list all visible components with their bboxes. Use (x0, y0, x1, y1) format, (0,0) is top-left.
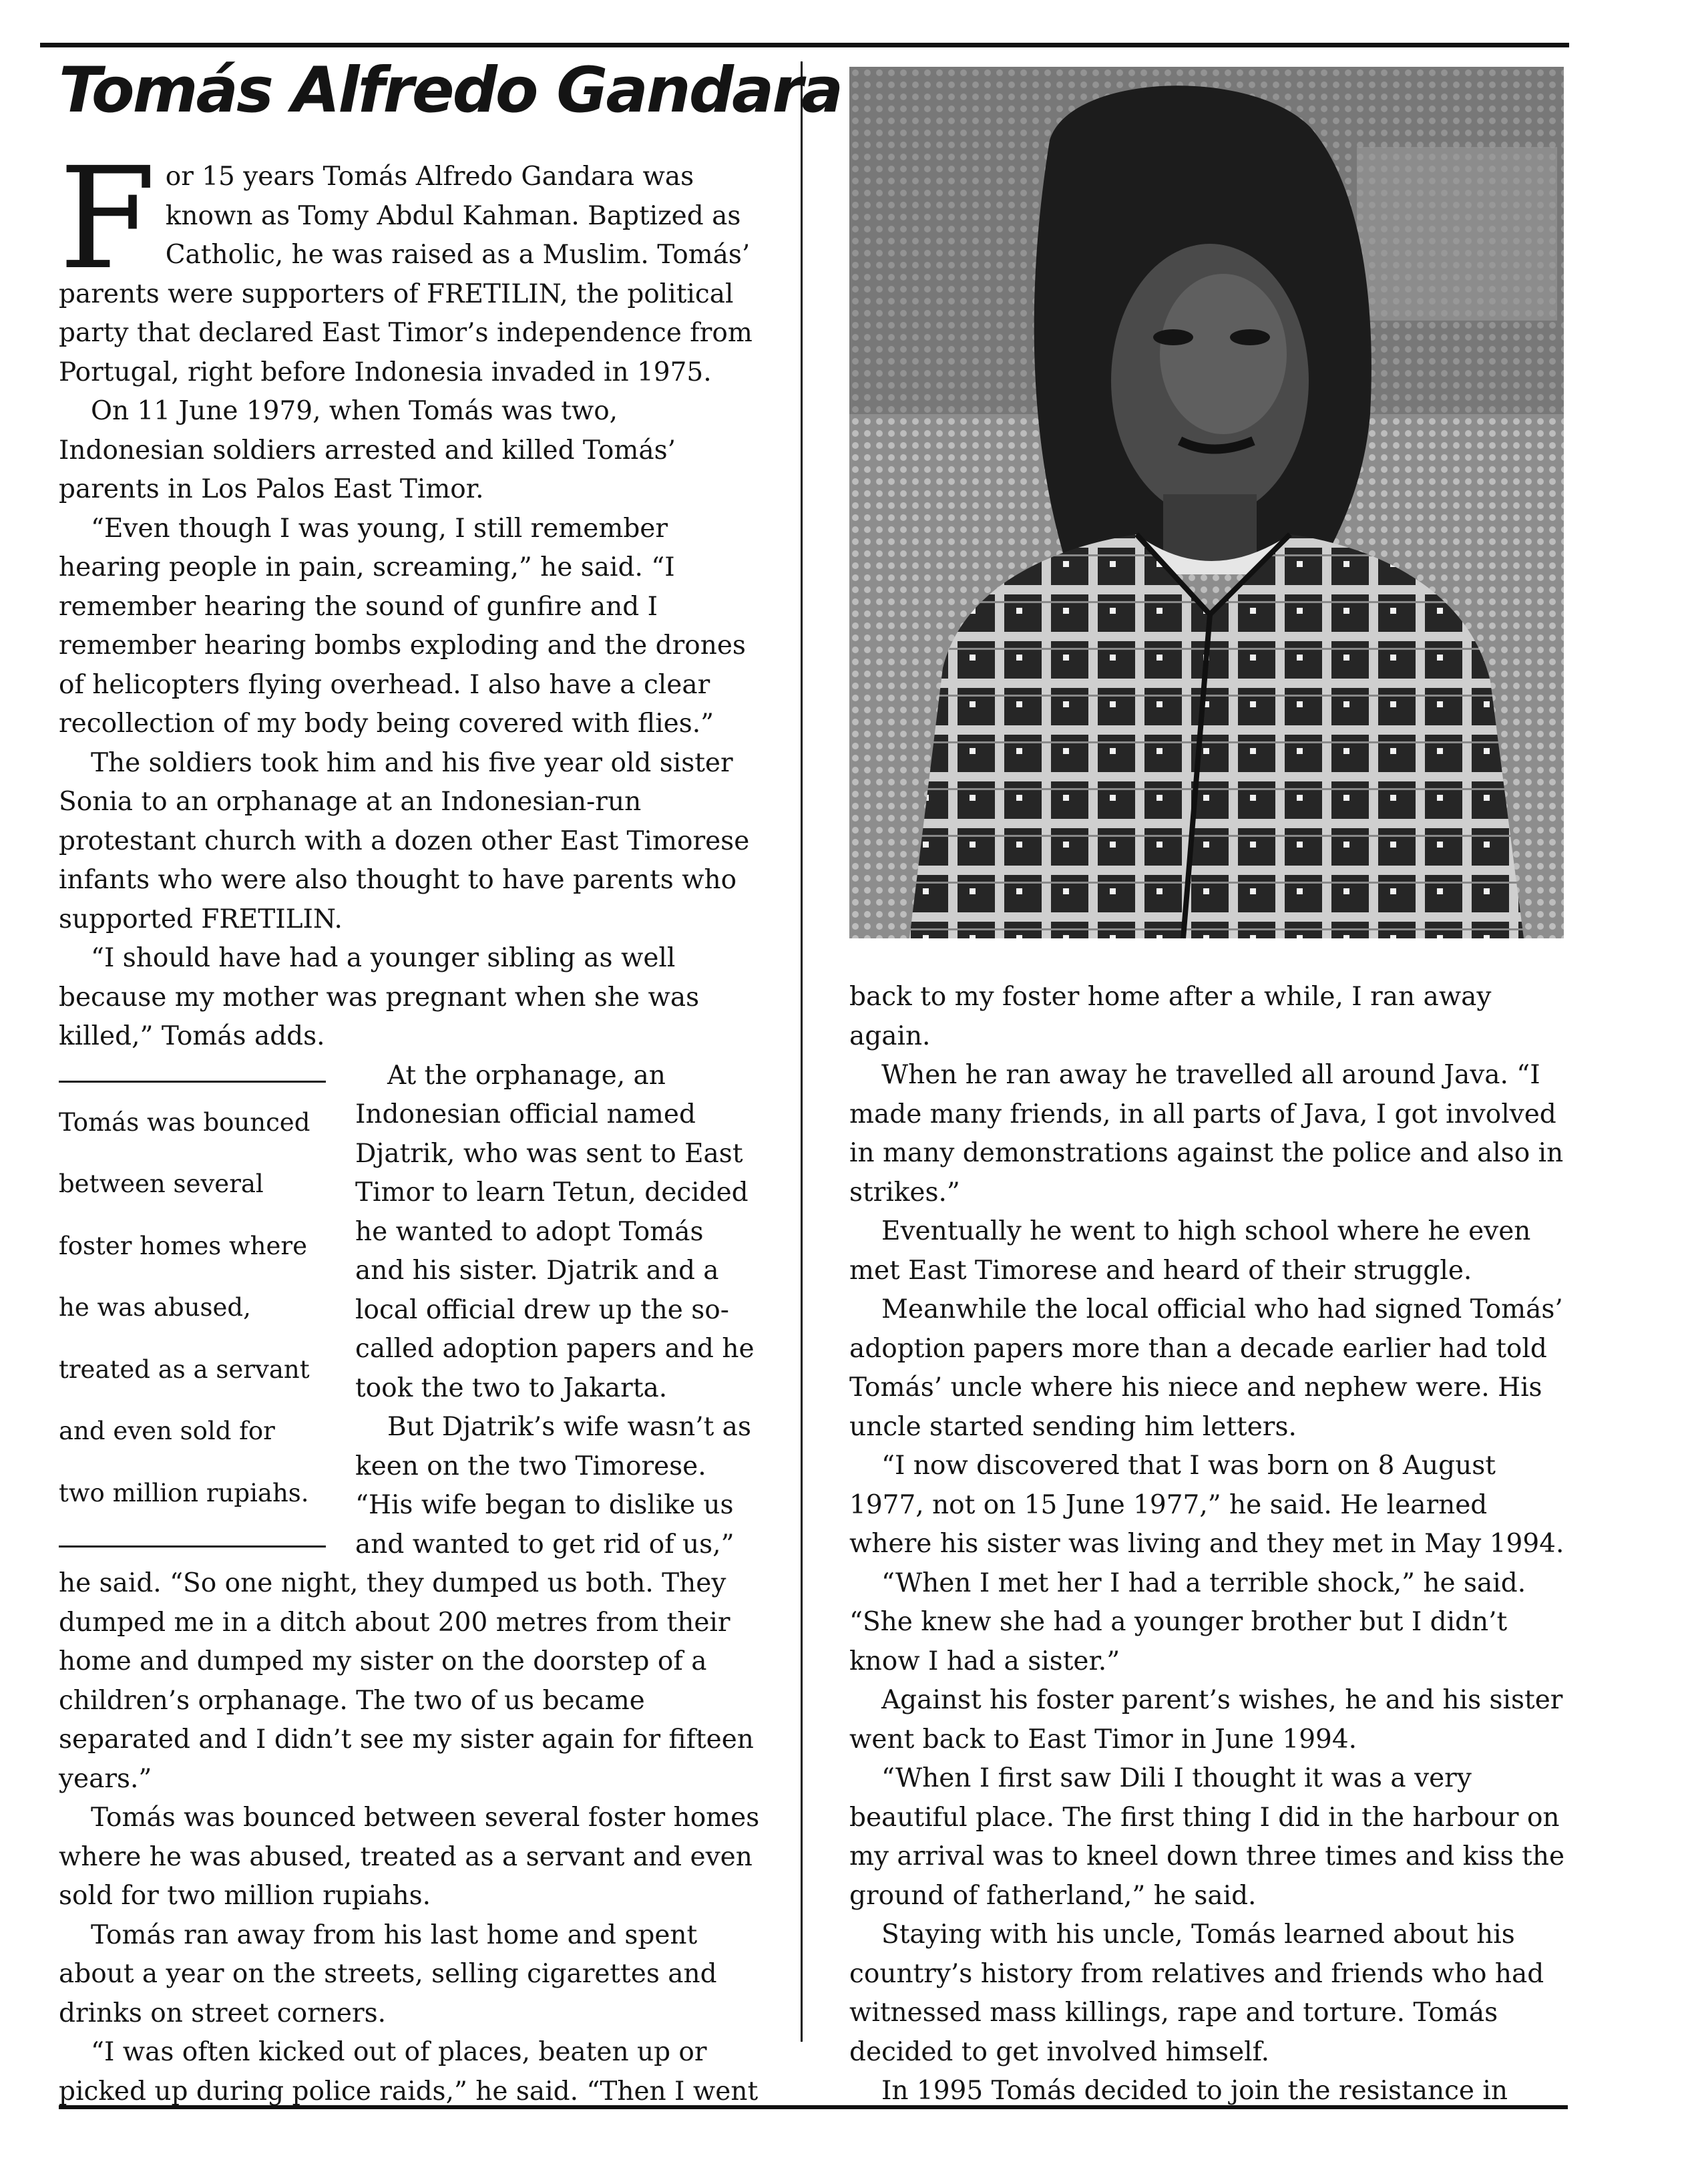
body-paragraph: On 11 June 1979, when Tomás was two, Indonesian soldiers arrested and killed Tomás’ parents in Los Palos East Timor. (59, 396, 676, 504)
intro-text: or 15 years Tomás Alfredo Gandara was known as Tomy Abdul Kahman. Baptized as Catholic, he was raised as a Muslim. Tomás’ parents were supporters of FRETILIN, the political party that declared East Timor’s independence from Portugal, right before Indonesia invaded in 1975. (59, 162, 753, 387)
body-paragraph: “I should have had a younger sibling as well because my mother was pregnant when she was killed,” Tomás adds. (59, 943, 700, 1051)
article-title: Tomás Alfredo Gandara (59, 54, 842, 127)
body-paragraph: “I now discovered that I was born on 8 August 1977, not on 15 June 1977,” he said. He learned where his sister was living and they met in May 1994. (849, 1451, 1564, 1559)
intro-paragraph (59, 137, 760, 392)
left-column (59, 137, 760, 2107)
body-paragraph: Eventually he went to high school where he even met East Timorese and heard of their struggle. (849, 1216, 1531, 1286)
drop-cap: F (59, 137, 156, 301)
body-paragraph: back to my foster home after a while, I ran away again. (849, 982, 1492, 1051)
body-paragraph: Meanwhile the local official who had signed Tomás’ adoption papers more than a decade earlier had told Tomás’ uncle where his niece and nephew were. His uncle started sending him letters. (849, 1294, 1563, 1442)
body-paragraph: The soldiers took him and his five year old sister Sonia to an orphanage at an Indonesian-run protestant church with a dozen other East Timorese infants who were also thought to have parents who supported FRETILIN. (59, 747, 750, 934)
body-paragraph: But Djatrik’s wife wasn’t as keen on the two Timorese. “His wife began to dislike us and wanted to get rid of us,” he said. “So one night, they dumped us both. They dumped me in a ditch about 200 metres from their home and dumped my sister on the doorstep of a children’s orphanage. The two of us became separated and I didn’t see my sister again for fifteen years.” (59, 1412, 754, 1794)
body-paragraph: Staying with his uncle, Tomás learned about his country’s history from relatives and friends who had witnessed mass killings, rape and torture. Tomás decided to get involved himself. (849, 1920, 1544, 2067)
body-paragraph: Against his foster parent’s wishes, he and his sister went back to East Timor in June 1994. (849, 1685, 1563, 1755)
portrait-photo-illustration (849, 67, 1564, 938)
body-paragraph: “I was often kicked out of places, beaten up or picked up during police raids,” he said. “Then I went (59, 2037, 759, 2107)
body-paragraph: “When I met her I had a terrible shock,” he said. “She knew she had a younger brother but I didn’t know I had a sister.” (849, 1568, 1526, 1676)
body-paragraph: “When I first saw Dili I thought it was a very beautiful place. The first thing I did in the harbour on my arrival was to kneel down three times and kiss the ground of fatherland,” he said. (849, 1763, 1565, 1911)
body-paragraph: When he ran away he travelled all around Java. “I made many friends, in all parts of Java, I got involved in many demonstrations against the police and also in strikes.” (849, 1060, 1564, 1208)
top-rule (40, 43, 1569, 47)
body-paragraph: “Even though I was young, I still remember hearing people in pain, screaming,” he said. “I remember hearing the sound of gunfire and I remember hearing bombs exploding and the drones of helicopters flying overhead. I also have a clear recollection of my body being covered with flies.” (59, 513, 746, 739)
right-column (849, 978, 1570, 2106)
body-paragraph: Tomás was bounced between several foster homes where he was abused, treated as a servant and even sold for two million rupiahs. (59, 1803, 760, 1911)
body-paragraph: Tomás ran away from his last home and spent about a year on the streets, selling cigarettes and drinks on street corners. (59, 1920, 717, 2028)
body-paragraph: At the orphanage, an Indonesian official named Djatrik, who was sent to East Timor to learn Tetun, decided he wanted to adopt Tomás and his sister. Djatrik and a local official drew up the so-called adoption papers and he took the two to Jakarta. (355, 1060, 755, 1403)
pull-quote: Tomás was bounced between several foster homes where he was abused, treated as a servant and even sold for two million rupiahs. (59, 1081, 326, 1548)
portrait-photo (849, 67, 1564, 938)
column-divider (801, 61, 803, 2042)
body-paragraph: In 1995 Tomás decided to join the resistance in (881, 2076, 1508, 2106)
